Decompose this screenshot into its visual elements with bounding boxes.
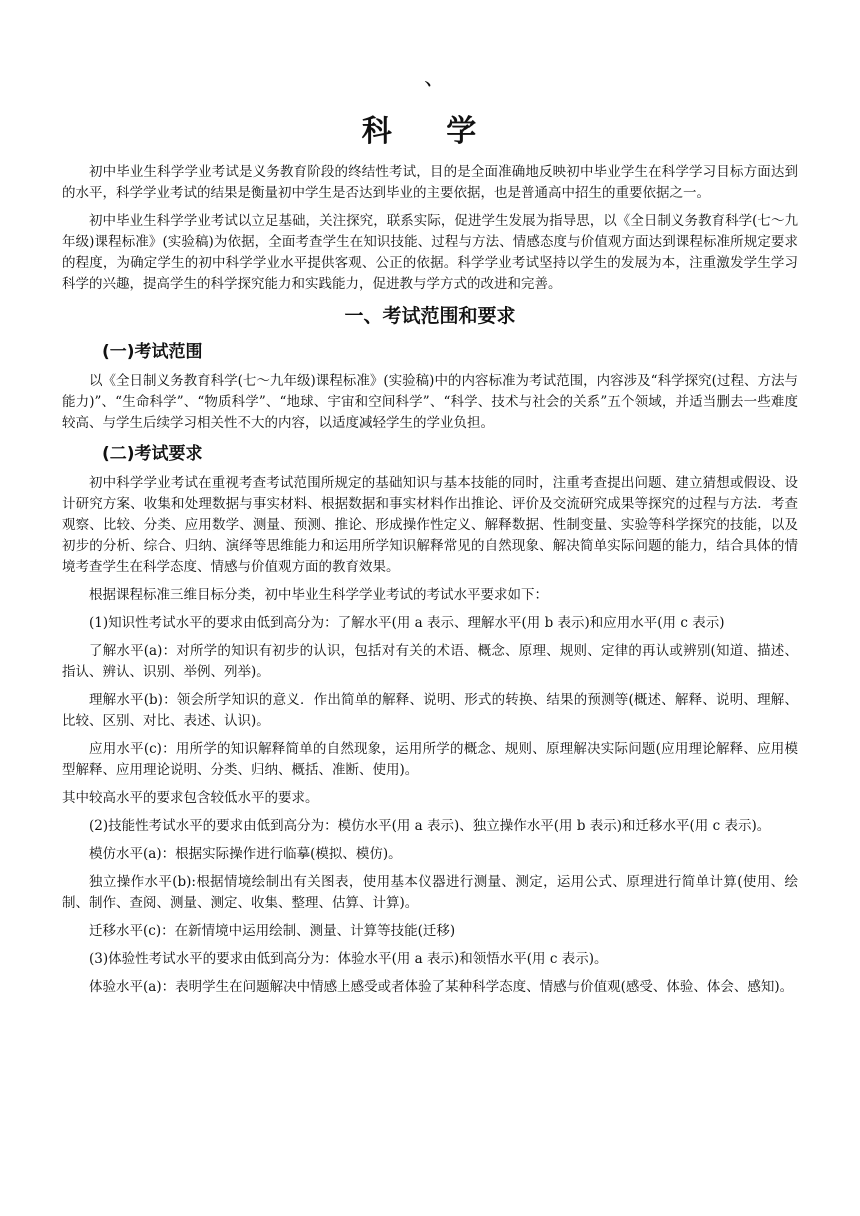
intro-paragraph-2: 初中毕业生科学学业考试以立足基础，关注探究，联系实际，促进学生发展为指导思，以《全日制义务教育科学(七～九年级)课程标准》(实验稿)为依据，全面考查学生在知识技能、过程与方法、情感态度与价值观方面达到课程标准所规定要求的程度，为确定学生的初中科学学业水平提供客观、公正的依据。科学学业考试坚持以学生的发展为本，注重激发学生学习科学的兴趣，提高学生的科学探究能力和实践能力，促进教与学方式的改进和完善。	[62, 213, 798, 292]
transfer-level-paragraph: 迁移水平(c)：在新情境中运用绘制、测量、计算等技能(迁移)	[89, 923, 456, 939]
understand-level-b-paragraph: 理解水平(b)：领会所学知识的意义．作出简单的解释、说明、形式的转换、结果的预测等(概述、解释、说明、理解、比较、区别、对比、表述、认识)。	[62, 692, 798, 729]
requirements-paragraph-1: 初中科学学业考试在重视考查考试范围所规定的基础知识与基本技能的同时，注重考查提出问题、建立猜想或假设、设计研究方案、收集和处理数据与事实材料、根据数据和事实材料作出推论、评价及交流研究成果等探究的过程与方法．考查观察、比较、分类、应用数学、测量、预测、推论、形成操作性定义、解释数据、性制变量、实验等科学探究的技能，以及初步的分析、综合、归纳、演绎等思维能力和运用所学知识解释常见的自然现象、解决简单实际问题的能力，结合具体的情境考查学生在科学态度、情感与价值观方面的教育效果。	[62, 475, 798, 575]
experience-levels-paragraph: (3)体验性考试水平的要求由低到高分为：体验水平(用 a 表示)和领悟水平(用 c 表示)。	[89, 951, 608, 967]
subsection-heading-scope: (一)考试范围	[102, 342, 203, 362]
subsection-heading-requirements: (二)考试要求	[102, 444, 203, 464]
experience-level-a-paragraph: 体验水平(a)：表明学生在问题解决中情感上感受或者体验了某种科学态度、情感与价值观(感受、体验、体会、感知)。	[89, 979, 794, 995]
higher-includes-lower-paragraph: 其中较高水平的要求包含较低水平的要求。	[62, 790, 319, 806]
knowledge-levels-paragraph: (1)知识性考试水平的要求由低到高分为：了解水平(用 a 表示、理解水平(用 b 表示)和应用水平(用 c 表示)	[89, 615, 725, 631]
document-body	[62, 162, 798, 1005]
apply-level-c-paragraph: 应用水平(c)：用所学的知识解释简单的自然现象，运用所学的概念、规则、原理解决实际问题(应用理论解释、应用模型解释、应用理论说明、分类、归纳、概括、准断、使用)。	[62, 741, 798, 778]
header-mark: 、	[424, 66, 447, 91]
page-title: 科 学	[361, 114, 499, 149]
scope-paragraph: 以《全日制义务教育科学(七～九年级)课程标准》(实验稿)中的内容标准为考试范围，内容涉及“科学探究(过程、方法与能力)”、“生命科学”、“物质科学”、“地球、宇宙和空间科学”、“科学、技术与社会的关系”五个领域，并适当删去一些难度较高、与学生后续学习相关性不大的内容，以适度减轻学生的学业负担。	[62, 373, 798, 431]
requirements-paragraph-2: 根据课程标准三维目标分类，初中毕业生科学学业考试的考试水平要求如下：	[89, 587, 548, 603]
imitate-level-paragraph: 模仿水平(a)：根据实际操作进行临摹(模拟、模仿)。	[89, 846, 402, 862]
independent-level-paragraph: 独立操作水平(b):根据情境绘制出有关图表，使用基本仪器进行测量、测定，运用公式、原理进行简单计算(使用、绘制、制作、查阅、测量、测定、收集、整理、估算、计算)。	[62, 874, 798, 911]
section-heading: 一、考试范围和要求	[344, 305, 516, 327]
understand-level-a-paragraph: 了解水平(a)：对所学的知识有初步的认识，包括对有关的术语、概念、原理、规则、定律的再认或辨别(知道、描述、指认、辨认、识别、举例、列举)。	[62, 643, 798, 680]
skill-levels-paragraph: (2)技能性考试水平的要求由低到高分为：模仿水平(用 a 表示)、独立操作水平(用 b 表示)和迁移水平(用 c 表示)。	[89, 818, 771, 834]
intro-paragraph-1: 初中毕业生科学学业考试是义务教育阶段的终结性考试，目的是全面准确地反映初中毕业学生在科学学习目标方面达到的水平，科学学业考试的结果是衡量初中学生是否达到毕业的主要依据，也是普通高中招生的重要依据之一。	[62, 164, 798, 201]
